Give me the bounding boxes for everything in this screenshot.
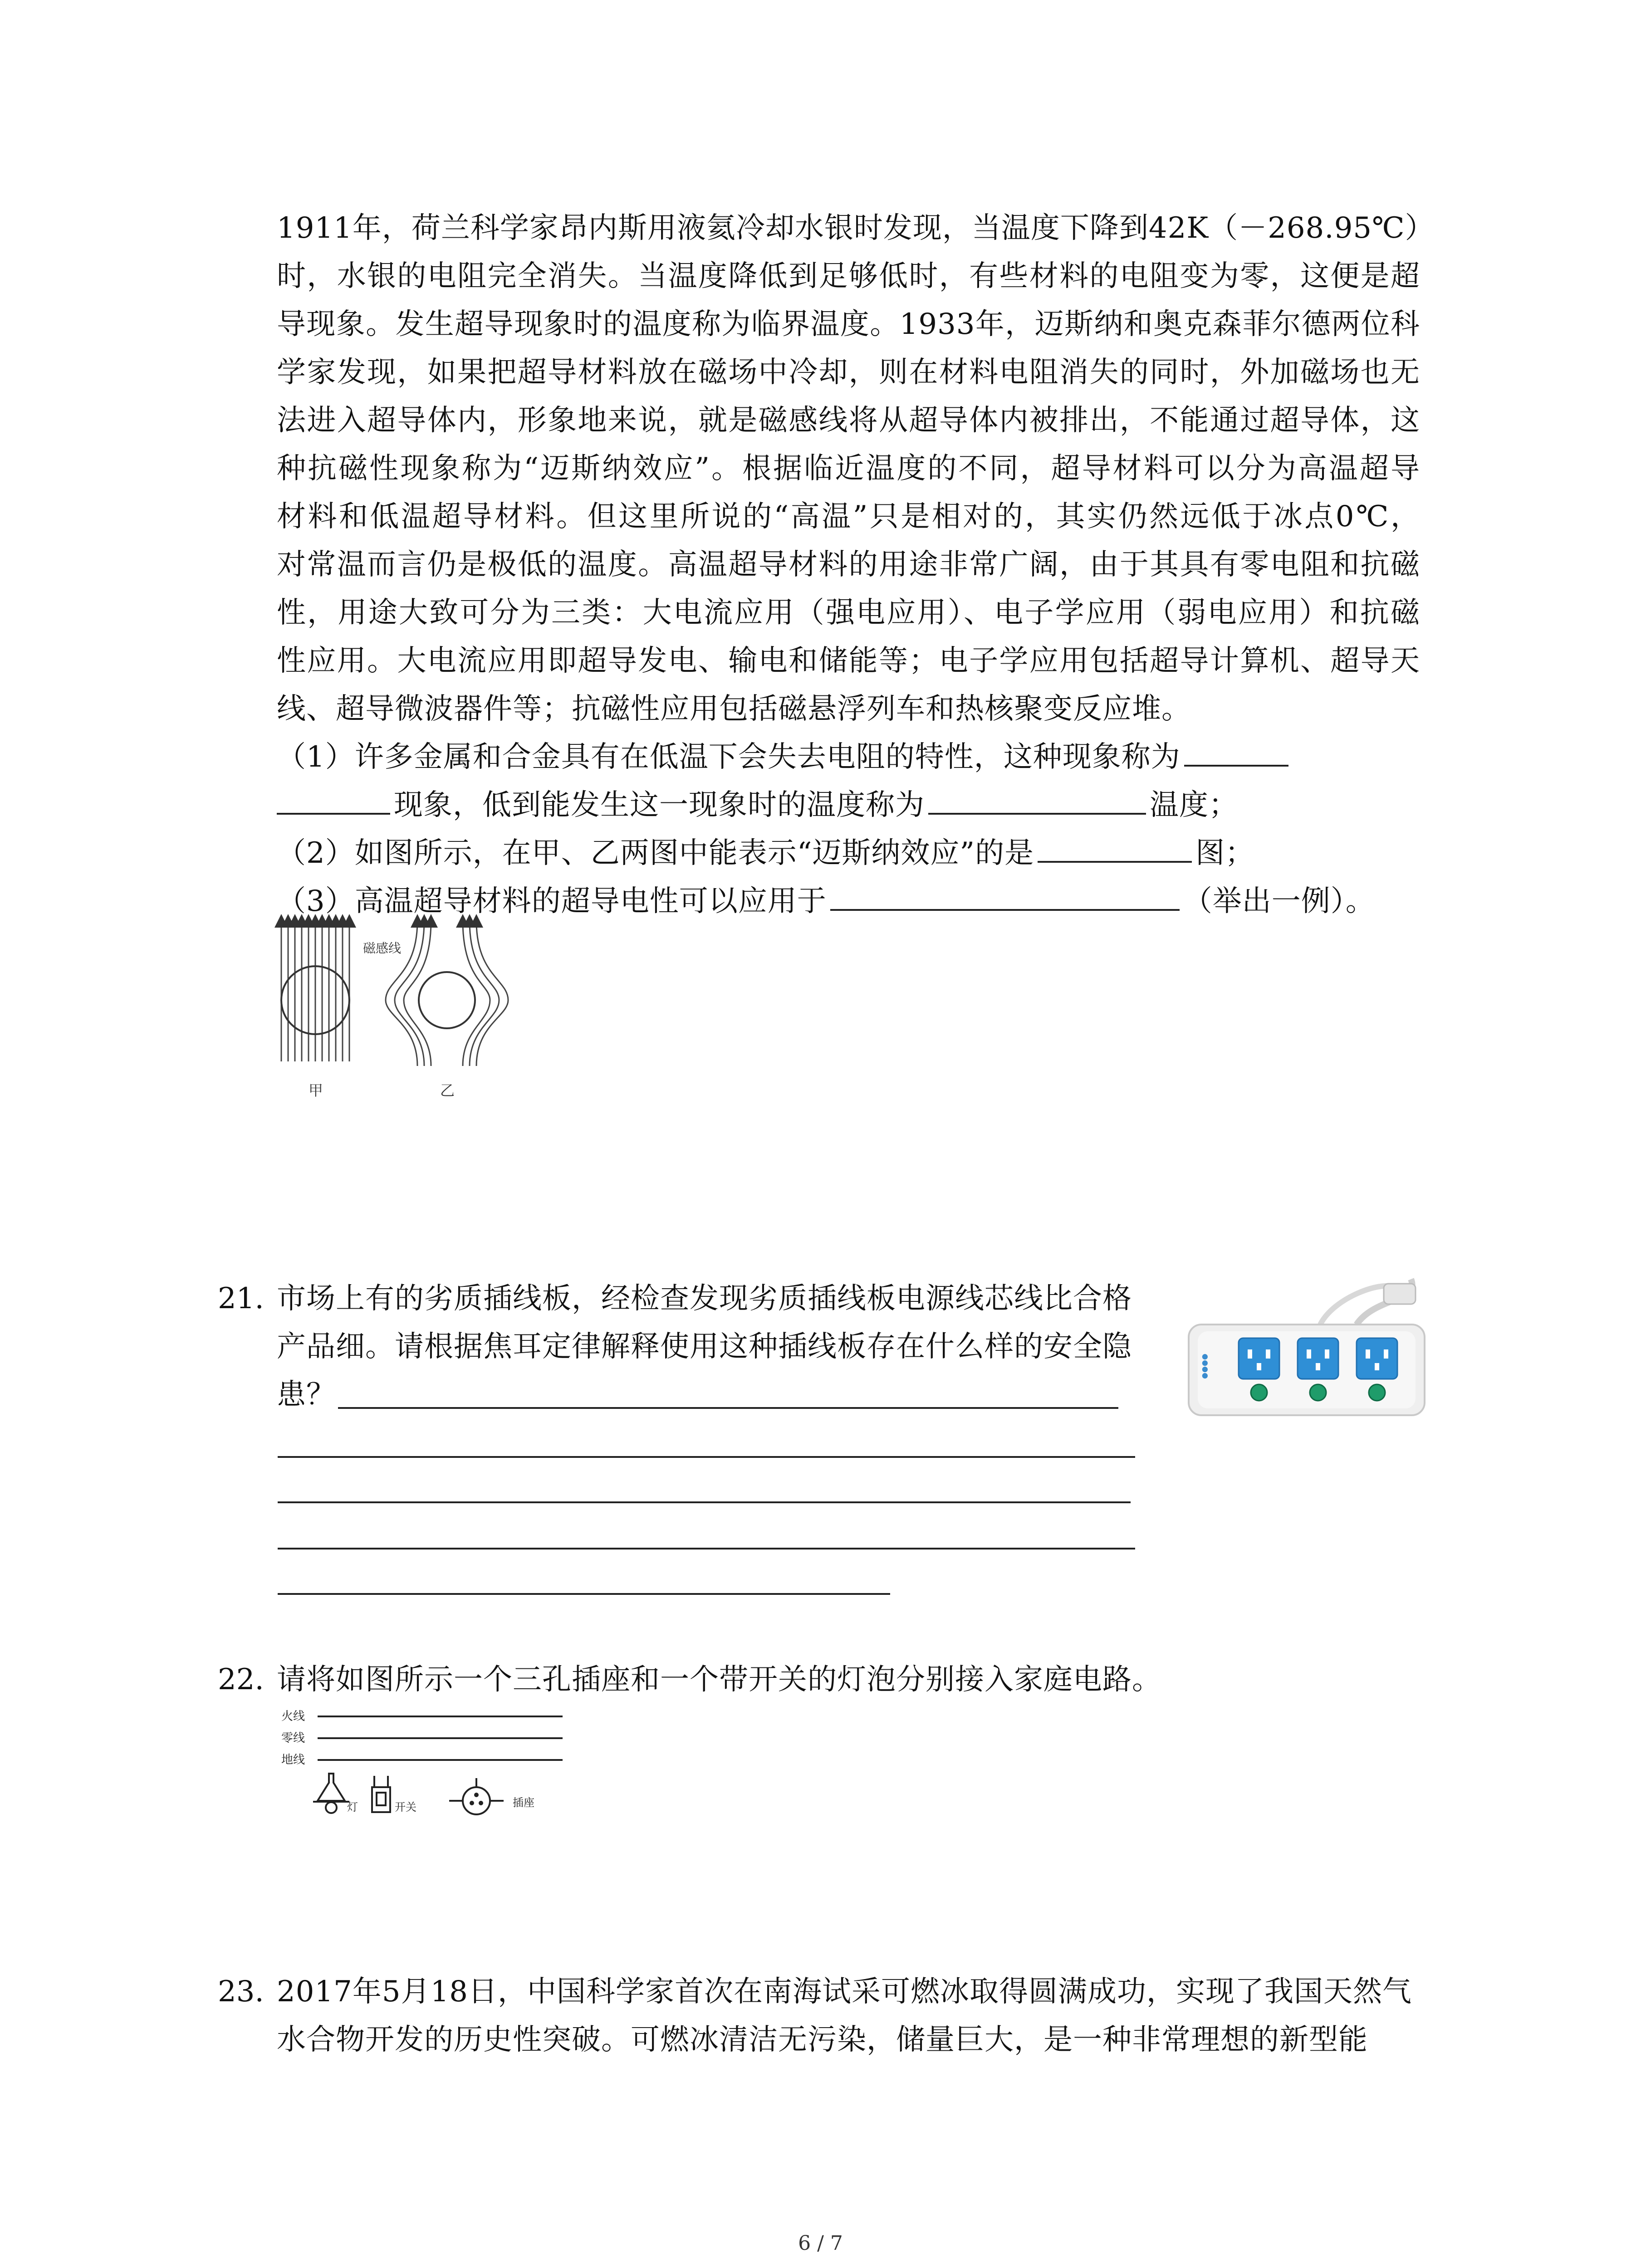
q20-sub1-text-b: 现象，低到能发生这一现象时的温度称为: [394, 788, 925, 822]
q20-line-10: 性应用。大电流应用即超导发电、输电和储能等；电子学应用包括超导计算机、超导天: [277, 644, 1420, 678]
meissner-effect-figure: [272, 912, 526, 1107]
q20-line-2: 时，水银的电阻完全消失。当温度降低到足够低时，有些材料的电阻变为零，这便是超: [277, 259, 1420, 293]
q20-sub3-text: （3）高温超导材料的超导电性可以应用于: [277, 885, 827, 918]
q20-sub1-cont: [277, 781, 1238, 829]
q21-answer-line-3[interactable]: [278, 1501, 1131, 1503]
q20-answer-blank-1[interactable]: [1184, 733, 1288, 767]
q21-line-3: 患？: [277, 1378, 336, 1412]
q20-line-3: 导现象。发生超导现象时的温度称为临界温度。1933年，迈斯纳和奥克森菲尔德两位科: [277, 308, 1420, 341]
q20-answer-blank-3[interactable]: [1038, 829, 1192, 863]
q21-answer-line-2[interactable]: [278, 1456, 1135, 1458]
q20-line-11: 线、超导微波器件等；抗磁性应用包括磁悬浮列车和热核聚变反应堆。: [277, 692, 1191, 726]
q20-answer-blank-1b[interactable]: [277, 781, 390, 815]
q21-answer-line-5[interactable]: [278, 1593, 890, 1595]
q20-sub2-text: （2）如图所示，在甲、乙两图中能表示“迈斯纳效应”的是: [277, 836, 1034, 870]
figure-label-field-lines: 磁感线: [363, 941, 402, 956]
q22-text: 请将如图所示一个三孔插座和一个带开关的灯泡分别接入家庭电路。: [277, 1663, 1161, 1696]
label-ground-wire: 地线: [281, 1753, 305, 1767]
q23-line-1: 2017年5月18日，中国科学家首次在南海试采可燃冰取得圆满成功，实现了我国天然气: [277, 1975, 1412, 2009]
q21-line-1: 市场上有的劣质插线板，经检查发现劣质插线板电源线芯线比合格: [277, 1282, 1132, 1315]
label-switch: 开关: [395, 1801, 416, 1813]
svg-text:●●●●: ●●●●: [1200, 1354, 1209, 1379]
q20-line-8: 对常温而言仍是极低的温度。高温超导材料的用途非常广阔，由于其具有零电阻和抗磁: [277, 548, 1420, 582]
q22-number: 22.: [218, 1663, 264, 1696]
q20-sub1-text-c: 温度；: [1150, 788, 1238, 822]
q23-number: 23.: [218, 1975, 264, 2009]
q21-answer-line-1[interactable]: [338, 1407, 1118, 1409]
q20-sub2-text-b: 图；: [1195, 836, 1255, 870]
q23-line-2: 水合物开发的历史性突破。可燃冰清洁无污染，储量巨大，是一种非常理想的新型能: [277, 2023, 1368, 2057]
figure-label-yi: 乙: [440, 1082, 455, 1099]
power-strip-photo-icon: [1184, 1270, 1429, 1429]
q20-line-9: 性，用途大致可分为三类：大电流应用（强电应用）、电子学应用（弱电应用）和抗磁: [277, 596, 1420, 630]
q20-line-6: 种抗磁性现象称为“迈斯纳效应”。根据临近温度的不同，超导材料可以分为高温超导: [277, 452, 1420, 485]
q20-line-4: 学家发现，如果把超导材料放在磁场中冷却，则在材料电阻消失的同时，外加磁场也无: [277, 356, 1420, 389]
q20-answer-blank-4[interactable]: [830, 877, 1180, 911]
page-number: 6 / 7: [798, 2232, 843, 2255]
q20-answer-blank-2[interactable]: [928, 781, 1146, 815]
figure-label-jia: 甲: [309, 1082, 323, 1099]
q20-sub1-text: （1）许多金属和合金具有在低温下会失去电阻的特性，这种现象称为: [277, 740, 1181, 774]
q20-sub2: [277, 829, 1254, 877]
label-socket: 插座: [513, 1796, 534, 1809]
q20-line-5: 法进入超导体内，形象地来说，就是磁感线将从超导体内被排出，不能通过超导体，这: [277, 404, 1420, 437]
label-neutral-wire: 零线: [281, 1731, 305, 1745]
label-live-wire: 火线: [281, 1710, 305, 1723]
figure-yi: [386, 921, 508, 1066]
label-lamp: 灯: [347, 1801, 358, 1813]
q20-sub3-text-b: （举出一例）。: [1183, 885, 1375, 918]
q20-sub1: [277, 733, 1292, 781]
q20-line-1: 1911年，荷兰科学家昂内斯用液氦冷却水银时发现，当温度下降到42K（－268.95℃）: [277, 211, 1435, 245]
household-circuit-figure: [272, 1706, 581, 1823]
lamp-icon[interactable]: [313, 1774, 349, 1813]
q21-answer-line-4[interactable]: [278, 1548, 1135, 1549]
switch-icon[interactable]: [372, 1776, 390, 1812]
q21-number: 21.: [218, 1282, 264, 1315]
q21-line-2: 产品细。请根据焦耳定律解释使用这种插线板存在什么样的安全隐: [277, 1330, 1132, 1364]
figure-jia: [281, 921, 349, 1061]
q20-line-7: 材料和低温超导材料。但这里所说的“高温”只是相对的，其实仍然远低于冰点0℃，: [277, 500, 1420, 533]
